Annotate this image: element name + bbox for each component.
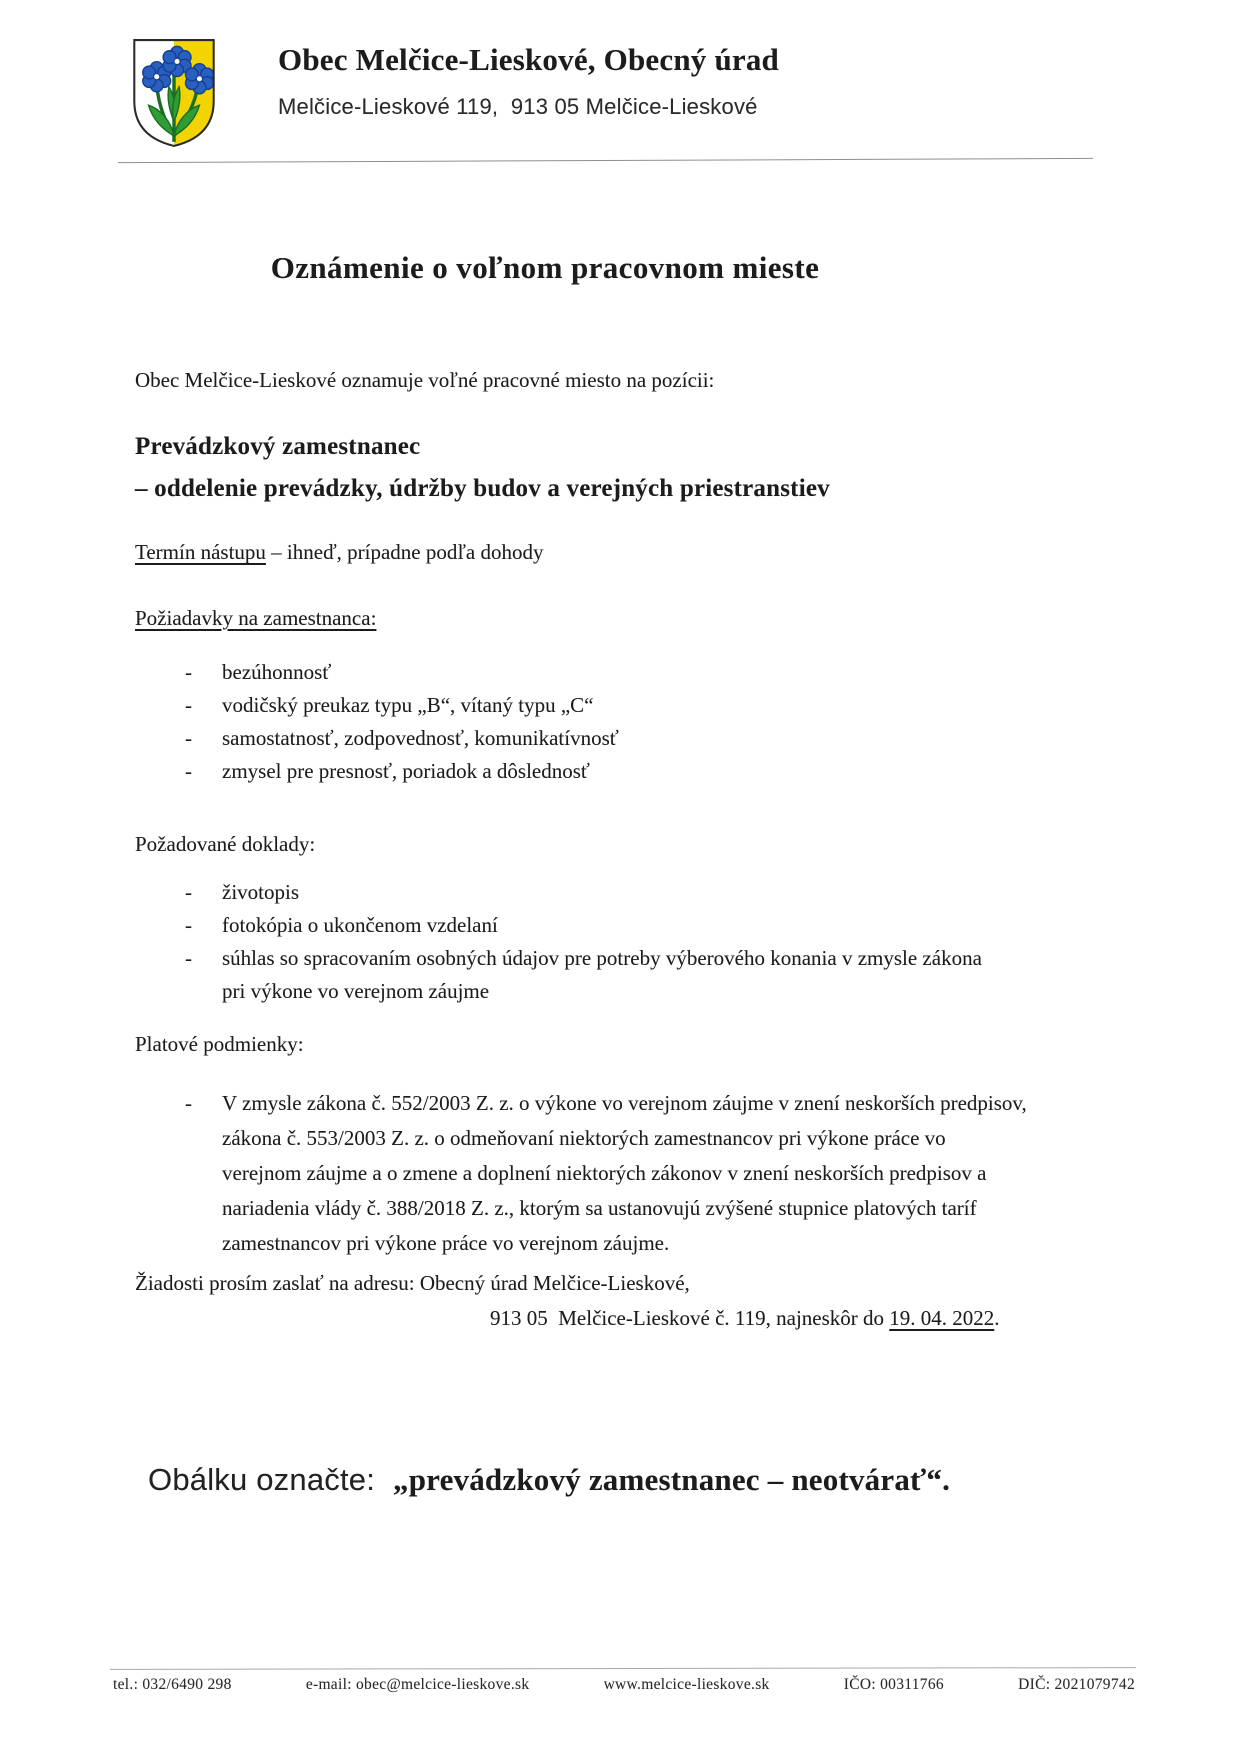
application-instructions — [135, 1266, 1000, 1336]
dash-marker: - — [185, 693, 192, 717]
requirement-item: samostatnosť, zodpovednosť, komunikatívnosť — [222, 726, 619, 750]
start-date-value: – ihneď, prípadne podľa dohody — [265, 540, 544, 564]
salary-heading: Platové podmienky: — [135, 1032, 304, 1056]
dash-marker: - — [185, 726, 192, 750]
document-item: súhlas so spracovaním osobných údajov pre potreby výberového konania v zmysle zákona pri výkone vo verejnom záujme — [222, 946, 982, 1003]
dash-marker: - — [185, 880, 192, 904]
letterhead-text — [278, 36, 779, 120]
position-heading — [135, 426, 830, 510]
footer-divider-line — [110, 1667, 1136, 1670]
requirements-heading-text: Požiadavky na zamestnanca: — [135, 606, 377, 630]
list-item — [185, 942, 992, 1008]
requirement-item: bezúhonnosť — [222, 660, 332, 684]
letterhead — [128, 36, 779, 150]
salary-list — [185, 1086, 1027, 1261]
list-item — [185, 755, 619, 788]
dash-marker: - — [185, 1091, 192, 1115]
footer-email: e-mail: obec@melcice-lieskove.sk — [305, 1676, 530, 1693]
requirements-list — [185, 656, 619, 788]
envelope-label: Obálku označte: — [148, 1462, 376, 1497]
position-title-line2: – oddelenie prevádzky, údržby budov a verejných priestranstiev — [135, 475, 830, 502]
list-item — [185, 722, 619, 755]
application-line2-end: . — [994, 1306, 1000, 1330]
documents-heading: Požadované doklady: — [135, 832, 316, 856]
requirement-item: vodičský preukaz typu „B“, vítaný typu „C“ — [222, 693, 594, 717]
start-date-line — [135, 538, 543, 566]
start-date-label: Termín nástupu — [135, 540, 266, 564]
header-divider-line — [118, 158, 1093, 163]
application-line1: Žiadosti prosím zaslať na adresu: Obecný úrad Melčice-Lieskové, — [135, 1271, 690, 1295]
organization-address: Melčice-Lieskové 119, 913 05 Melčice-Lieskové — [278, 93, 758, 119]
document-title: Oznámenie o voľnom pracovnom mieste — [270, 250, 820, 285]
footer-ico: IČO: 00311766 — [843, 1676, 944, 1693]
dash-marker: - — [185, 913, 192, 937]
document-item: životopis — [222, 880, 299, 904]
list-item — [185, 876, 992, 909]
footer-phone: tel.: 032/6490 298 — [113, 1676, 232, 1693]
document-item: fotokópia o ukončenom vzdelaní — [222, 913, 498, 937]
list-item — [185, 909, 992, 942]
dash-marker: - — [185, 946, 192, 970]
list-item — [185, 1086, 1027, 1261]
footer-dic: DIČ: 2021079742 — [1018, 1676, 1135, 1693]
dash-marker: - — [185, 759, 192, 783]
application-address: 913 05 Melčice-Lieskové č. 119, najneskôr do — [490, 1306, 890, 1330]
organization-name: Obec Melčice-Lieskové, Obecný úrad — [278, 42, 779, 77]
dash-marker: - — [185, 660, 192, 684]
salary-item: V zmysle zákona č. 552/2003 Z. z. o výkone vo verejnom záujme v znení neskorších predpisov, zákona č. 553/2003 Z. z. o odmeňovaní niektorých zamestnancov pri výkone práce vo verejnom záujme a o zmene a doplnení niektorých zákonov v znení neskorších predpisov a nariadenia vlády č. 388/2018 Z. z., ktorým sa ustanovujú zvýšené stupnice platových taríf zamestnancov pri výkone práce vo verejnom záujme. — [222, 1091, 1027, 1255]
requirement-item: zmysel pre presnosť, poriadok a dôslednosť — [222, 759, 590, 783]
envelope-marking-line — [148, 1462, 950, 1498]
documents-list — [185, 876, 992, 1008]
application-deadline: 19. 04. 2022 — [889, 1306, 995, 1330]
list-item — [185, 656, 619, 689]
list-item — [185, 689, 619, 722]
footer-contacts — [113, 1676, 1135, 1694]
position-title-line1: Prevádzkový zamestnanec — [135, 433, 421, 460]
intro-paragraph: Obec Melčice-Lieskové oznamuje voľné pracovné miesto na pozícii: — [135, 368, 715, 392]
application-line2 — [490, 1301, 1000, 1336]
footer-website: www.melcice-lieskove.sk — [603, 1676, 770, 1693]
envelope-marking: „prevádzkový zamestnanec – neotvárať“. — [393, 1462, 951, 1497]
requirements-heading — [135, 604, 376, 632]
coat-of-arms-logo — [128, 36, 220, 150]
